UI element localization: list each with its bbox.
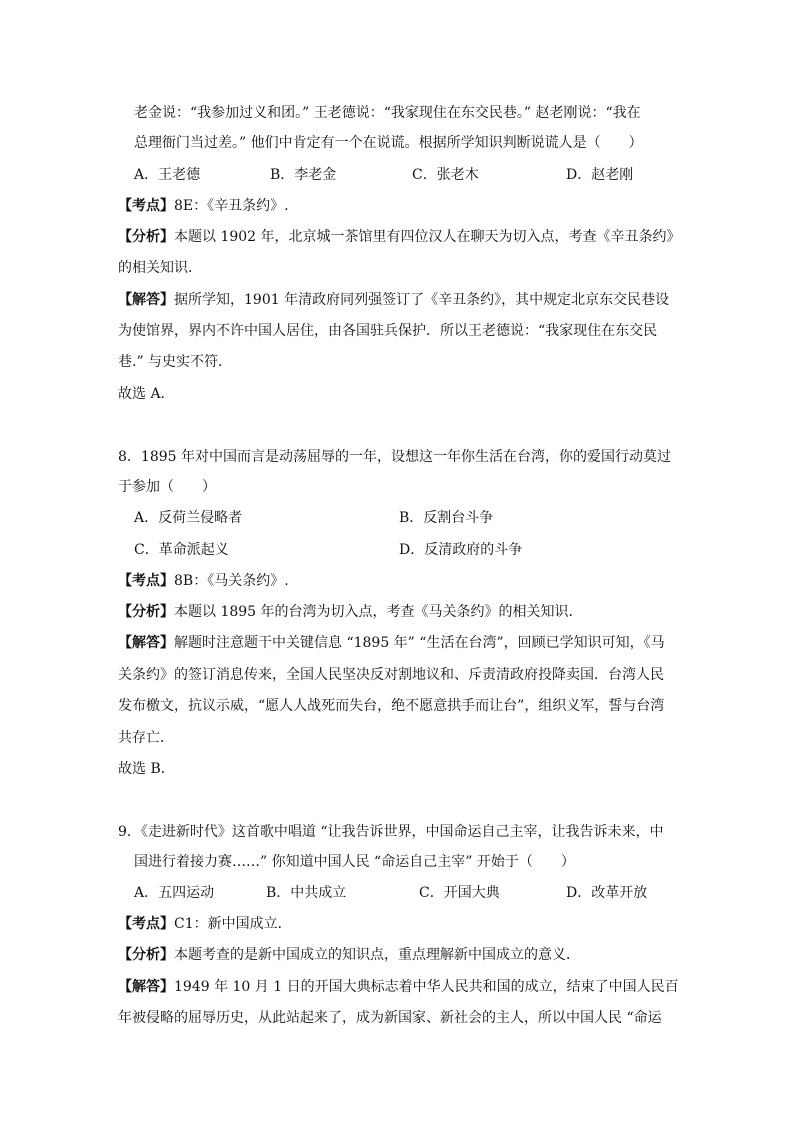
q9-kaodian [118, 914, 292, 934]
q8-stem-close-paren: ） [202, 479, 216, 495]
q9-jieda-line-1 [118, 977, 679, 997]
q8-stem-line-2 [118, 477, 216, 497]
q8-kaodian-text: 8B：《马关条约》. [174, 573, 289, 589]
q9-option-d: D．改革开放 [566, 885, 648, 901]
q8-jieda-tag: 【解答】 [118, 635, 174, 651]
q8-jieda-line-4: 共存亡． [118, 730, 174, 746]
q7-kaodian-text: 8E：《辛丑条约》. [174, 198, 289, 214]
q7-jieda-tag: 【解答】 [118, 292, 174, 308]
q8-fenxi-text: 本题以 1895 年的台湾为切入点，考查《马关条约》的相关知识． [174, 604, 583, 620]
q9-option-b: B．中共成立 [266, 885, 347, 901]
q7-fenxi-line-2: 的相关知识． [118, 260, 202, 276]
q7-jieda-line-1 [118, 290, 669, 310]
q9-option-c: C．开国大典 [419, 885, 500, 901]
q9-fenxi-line-1 [118, 945, 580, 965]
q7-kaodian-tag: 【考点】 [118, 198, 174, 214]
q9-fenxi-tag: 【分析】 [118, 947, 174, 963]
q9-stem-line-1: 9．《走进新时代》这首歌中唱道 “让我告诉世界，中国命运自己主宰，让我告诉未来，中 [118, 824, 664, 840]
q9-stem-line-2-text: 国进行着接力赛……” 你知道中国人民 “命运自己主宰” 开始于（ [134, 854, 533, 870]
q7-answer: 故选 A． [118, 386, 175, 402]
q7-option-c: C．张老木 [412, 167, 479, 183]
q7-option-b: B．李老金 [270, 167, 337, 183]
q7-stem-line-1: 老金说：“我参加过义和团。” 王老德说：“我家现住在东交民巷。” 赵老刚说：“我在 [134, 105, 641, 121]
q8-jieda-line-3: 发布檄文，抗议示威，“愿人人战死而失台，绝不愿意拱手而让台”，组织义军，誓与台湾 [118, 698, 665, 714]
q7-stem-line-2 [134, 133, 643, 153]
q9-kaodian-tag: 【考点】 [118, 916, 174, 932]
q8-jieda-line-2: 关条约》的签订消息传来，全国人民坚决反对割地议和、斥责清政府投降卖国．台湾人民 [118, 667, 664, 683]
q7-kaodian [118, 196, 289, 216]
q8-jieda-text: 解题时注意题干中关键信息 “1895 年” “生活在台湾”，回顾已学知识可知，《马 [174, 635, 665, 651]
q8-kaodian [118, 571, 289, 591]
q9-stem-line-2 [134, 852, 575, 872]
q7-jieda-text: 据所学知，1901 年清政府同列强签订了《辛丑条约》，其中规定北京东交民巷设 [174, 292, 670, 308]
q8-fenxi-line-1 [118, 602, 583, 622]
q8-kaodian-tag: 【考点】 [118, 573, 174, 589]
q8-stem-line-2-text: 于参加（ [118, 479, 174, 495]
q8-fenxi-tag: 【分析】 [118, 604, 174, 620]
q8-answer: 故选 B． [118, 761, 175, 777]
q7-fenxi-text: 本题以 1902 年，北京城一茶馆里有四位汉人在聊天为切入点，考查《辛丑条约》 [174, 229, 681, 245]
q7-jieda-line-2: 为使馆界，界内不许中国人居住，由各国驻兵保护．所以王老德说：“我家现住在东交民 [118, 323, 658, 339]
q9-stem-close-paren: ） [560, 854, 575, 870]
q7-fenxi-line-1 [118, 227, 681, 247]
q7-option-d: D．赵老刚 [566, 167, 634, 183]
q9-option-a: A．五四运动 [134, 885, 215, 901]
q8-option-a: A．反荷兰侵略者 [134, 510, 243, 526]
q7-option-a: A．王老德 [134, 167, 201, 183]
q9-kaodian-text: C1：新中国成立． [174, 916, 292, 932]
q8-option-b: B．反割台斗争 [399, 510, 494, 526]
q8-option-d: D．反清政府的斗争 [399, 542, 523, 558]
q7-stem-line-2-text: 总理衙门当过差。” 他们中肯定有一个在说谎。根据所学知识判断说谎人是（ [134, 135, 601, 151]
q9-fenxi-text: 本题考查的是新中国成立的知识点，重点理解新中国成立的意义． [174, 947, 580, 963]
q7-jieda-line-3: 巷.” 与史实不符． [118, 354, 233, 370]
q9-jieda-line-2: 年被侵略的屈辱历史，从此站起来了，成为新国家、新社会的主人，所以中国人民 “命运 [118, 1010, 662, 1026]
q8-stem-line-1: 8．1895 年对中国而言是动荡屈辱的一年，设想这一年你生活在台湾，你的爱国行动莫过 [118, 449, 671, 465]
q9-jieda-text: 1949 年 10 月 1 日的开国大典标志着中华人民共和国的成立，结束了中国人民百 [174, 979, 679, 995]
q8-jieda-line-1 [118, 633, 665, 653]
q7-fenxi-tag: 【分析】 [118, 229, 174, 245]
q9-jieda-tag: 【解答】 [118, 979, 174, 995]
q8-option-c: C．革命派起义 [134, 542, 229, 558]
q7-stem-close-paren: ） [628, 135, 643, 151]
